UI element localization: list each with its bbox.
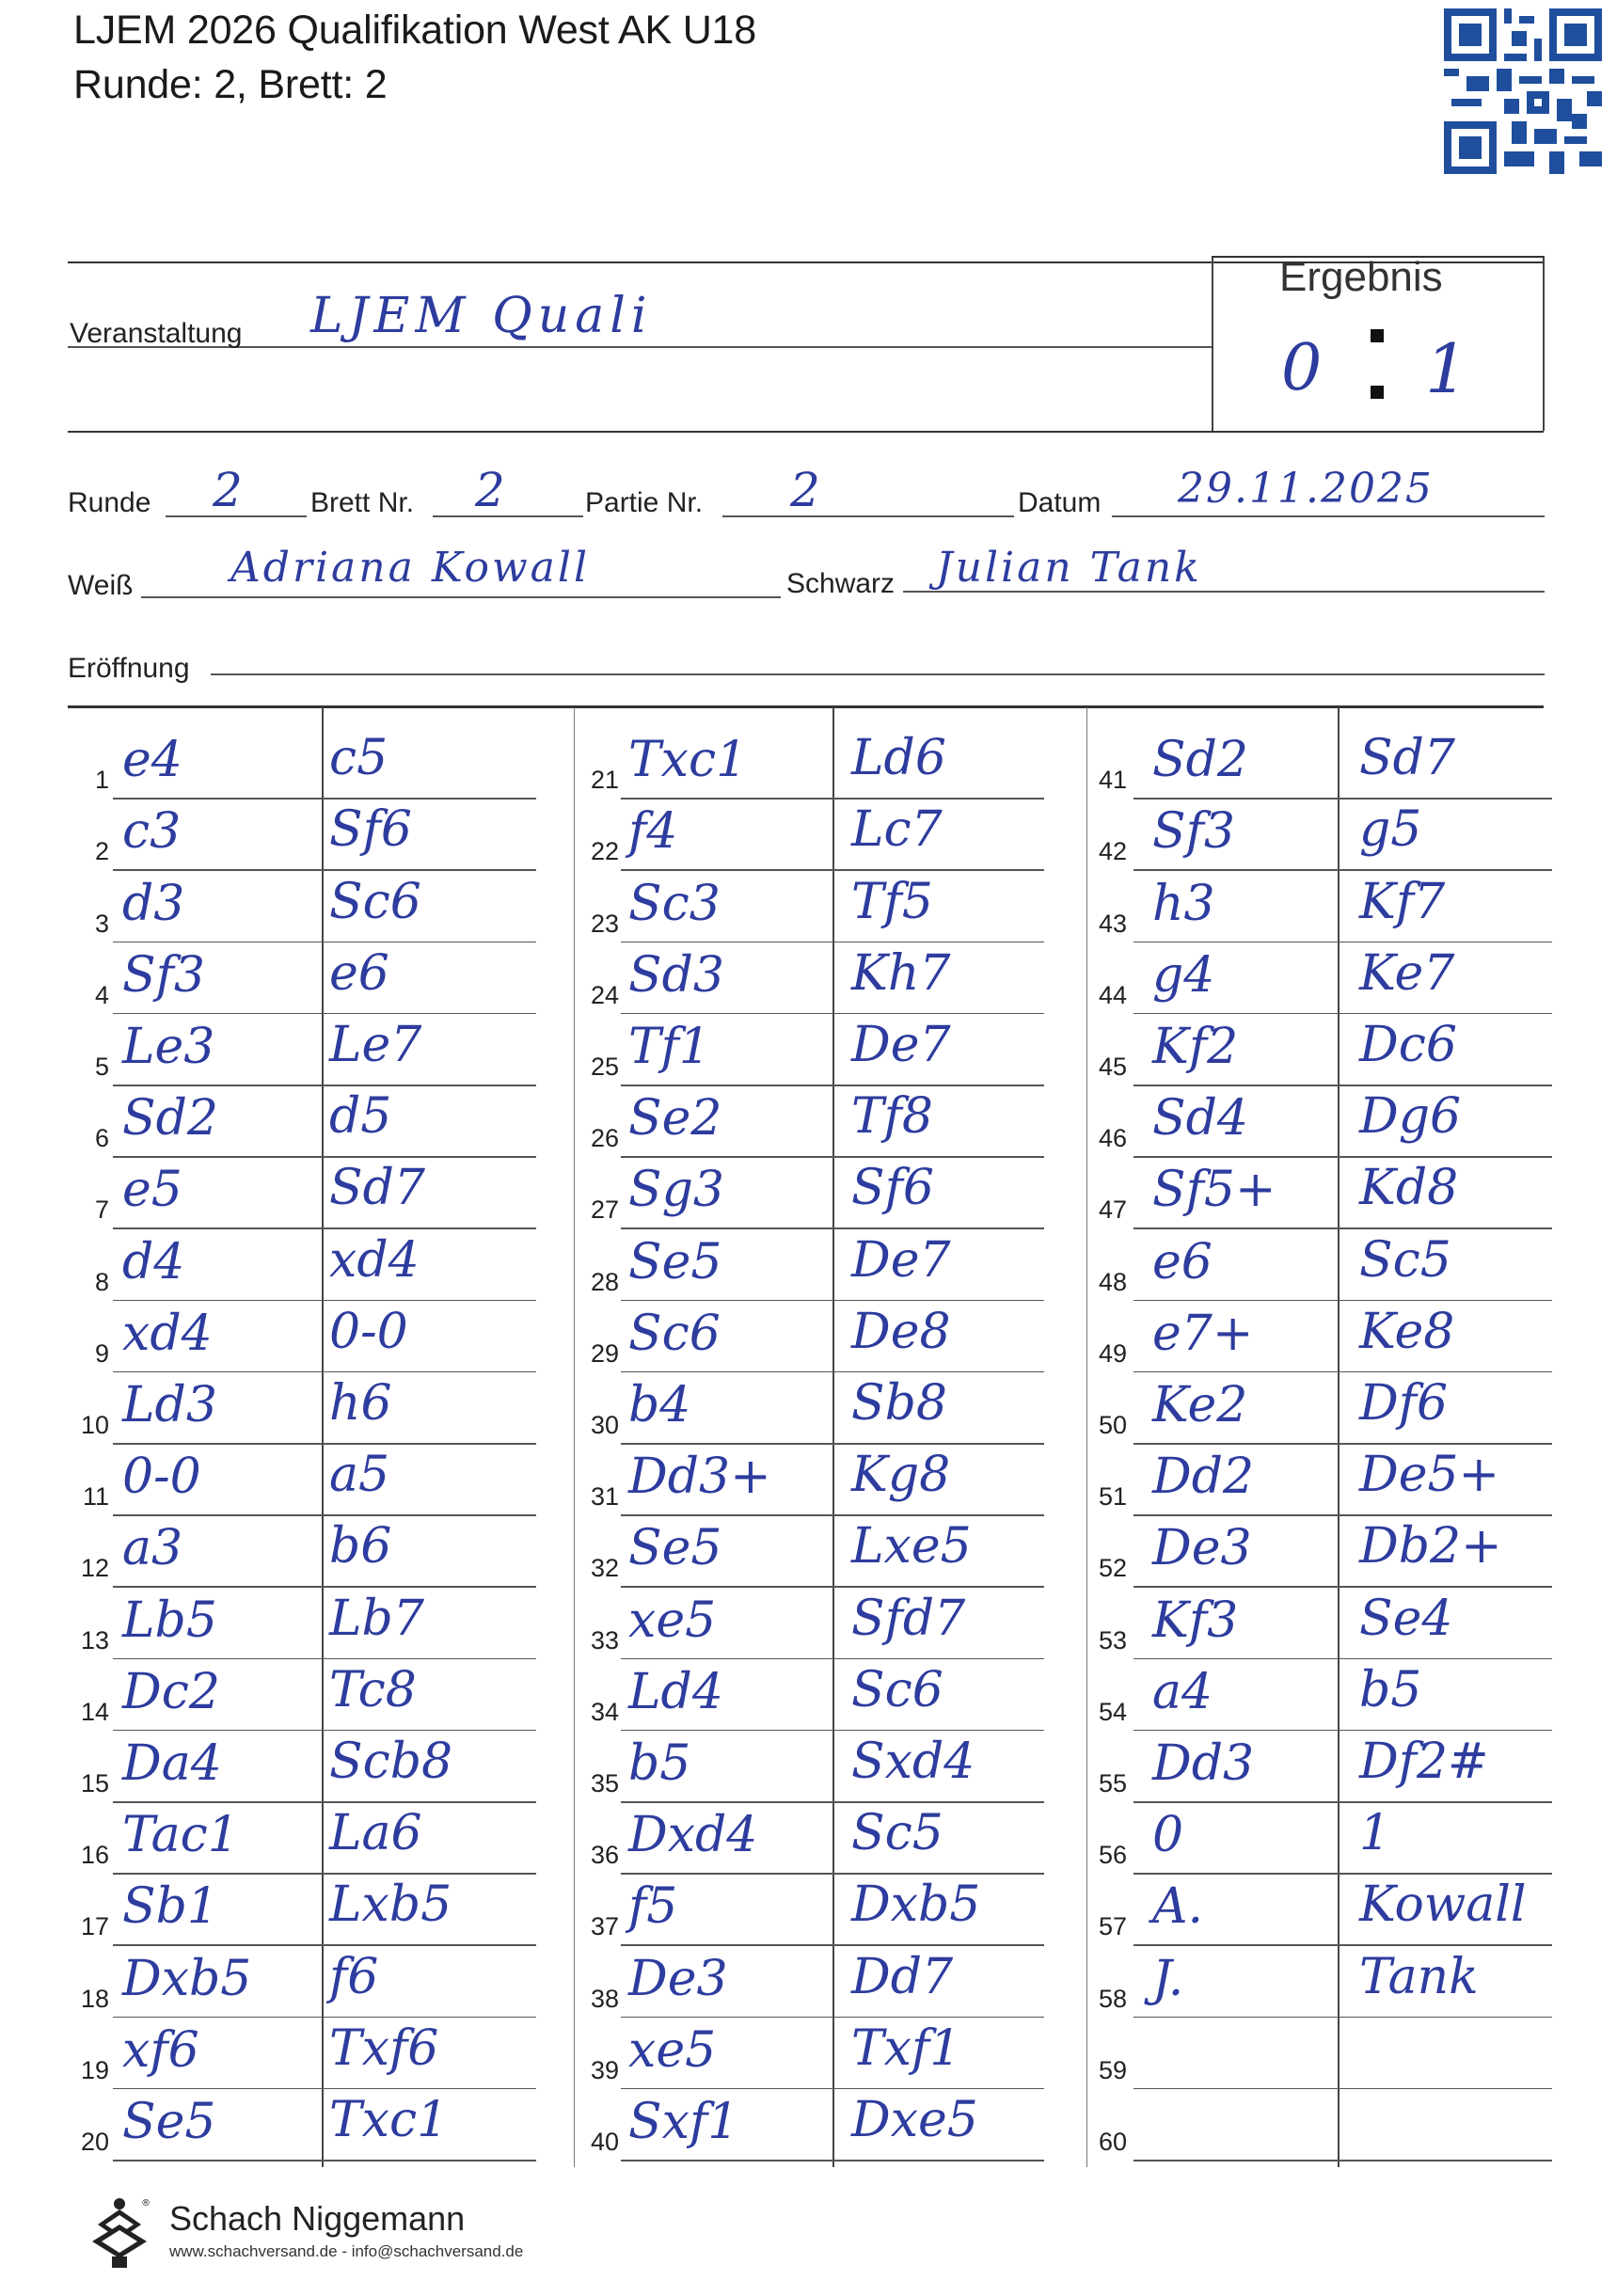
white-move: 0-0 xyxy=(122,1449,201,1506)
chessboard-logo-icon xyxy=(87,2196,152,2272)
move-number: 13 xyxy=(80,1625,109,1655)
move-row-line xyxy=(113,1085,536,1086)
move-number: 47 xyxy=(1098,1196,1127,1225)
date-label: Datum xyxy=(1018,487,1102,518)
move-number: 4 xyxy=(94,980,109,1009)
move-number: 26 xyxy=(590,1124,619,1153)
black-move: e6 xyxy=(329,944,389,1002)
move-number: 46 xyxy=(1098,1124,1127,1153)
black-move: De5+ xyxy=(1359,1447,1500,1504)
move-number: 24 xyxy=(590,980,619,1009)
move-row-line xyxy=(621,1300,1044,1302)
white-move: De3 xyxy=(1152,1520,1252,1577)
move-row-line xyxy=(621,869,1044,871)
move-number: 18 xyxy=(80,1984,109,2013)
move-number: 23 xyxy=(590,909,619,938)
black-move: Kh7 xyxy=(851,944,951,1002)
move-row-line xyxy=(113,2017,536,2019)
white-move: Sxf1 xyxy=(628,2094,739,2150)
board-label: Brett Nr. xyxy=(310,487,415,518)
move-number: 59 xyxy=(1098,2055,1127,2084)
move-number: 12 xyxy=(80,1554,109,1583)
result-black: 1 xyxy=(1425,329,1468,408)
move-number: 35 xyxy=(590,1769,619,1797)
move-number: 16 xyxy=(80,1841,109,1870)
black-move: Df2# xyxy=(1359,1734,1489,1790)
move-number: 10 xyxy=(80,1411,109,1439)
move-row-line xyxy=(1133,798,1552,800)
white-move: xf6 xyxy=(122,2021,199,2079)
white-move: d4 xyxy=(122,1233,185,1291)
move-row-line xyxy=(621,1658,1044,1660)
svg-text:®: ® xyxy=(141,2198,151,2209)
black-move: Kf7 xyxy=(1359,873,1446,930)
move-row-line xyxy=(1133,1156,1552,1158)
white-move: Sd4 xyxy=(1152,1090,1248,1148)
move-row-line xyxy=(113,1371,536,1373)
white-move: a4 xyxy=(1152,1663,1213,1720)
move-number: 21 xyxy=(590,766,619,795)
move-row-line xyxy=(113,1443,536,1445)
white-move: 0 xyxy=(1152,1807,1184,1864)
black-move: Sc6 xyxy=(329,873,421,930)
move-row-line xyxy=(1133,1801,1552,1803)
black-move: Ke8 xyxy=(1359,1303,1455,1360)
black-move: h6 xyxy=(329,1375,392,1432)
white-move: Txc1 xyxy=(628,732,748,789)
white-move: xd4 xyxy=(122,1305,213,1362)
move-row-line xyxy=(113,1801,536,1803)
move-number: 25 xyxy=(590,1053,619,1081)
result-label: Ergebnis xyxy=(1279,254,1443,300)
move-row-line xyxy=(1133,2088,1552,2090)
black-move: Le7 xyxy=(329,1017,422,1073)
white-move: Se5 xyxy=(122,2094,216,2150)
move-number: 56 xyxy=(1098,1841,1127,1870)
black-move: 0-0 xyxy=(329,1303,408,1360)
black-move: Sd7 xyxy=(329,1160,425,1217)
move-number: 8 xyxy=(94,1267,109,1296)
white-move: Dc2 xyxy=(122,1663,220,1720)
move-row-line xyxy=(1133,1730,1552,1732)
black-move: Tf5 xyxy=(851,873,934,930)
black-move: Sc5 xyxy=(1359,1231,1451,1289)
black-move: f6 xyxy=(329,1948,379,2005)
event-value: LJEM Quali xyxy=(310,288,653,344)
move-row-line xyxy=(1133,1514,1552,1516)
move-row-line xyxy=(621,2088,1044,2090)
black-move: b6 xyxy=(329,1518,392,1576)
white-move: Ld4 xyxy=(628,1663,723,1720)
brand-contact: www.schachversand.de - info@schachversand.de xyxy=(169,2242,524,2260)
black-move: Lxe5 xyxy=(851,1518,972,1576)
move-number: 57 xyxy=(1098,1912,1127,1941)
black-move: Scb8 xyxy=(329,1734,453,1790)
white-move: Sf5+ xyxy=(1152,1162,1276,1219)
white-move: Sc6 xyxy=(628,1305,721,1362)
move-number: 3 xyxy=(94,909,109,938)
white-move: Dd3+ xyxy=(628,1449,771,1506)
white-move: e5 xyxy=(122,1162,182,1219)
black-move: Lb7 xyxy=(329,1590,424,1647)
black-move: Dxb5 xyxy=(851,1876,981,1934)
white-move: Dd2 xyxy=(1152,1449,1255,1506)
move-number: 14 xyxy=(80,1697,109,1726)
black-move: Sxd4 xyxy=(851,1734,975,1790)
white-move: Kf2 xyxy=(1152,1019,1239,1075)
white-move: b5 xyxy=(628,1735,691,1792)
move-row-line xyxy=(1133,1443,1552,1445)
move-row-line xyxy=(113,2088,536,2090)
black-move: c5 xyxy=(329,730,388,787)
white-move: d3 xyxy=(122,875,185,932)
move-row-line xyxy=(1133,1586,1552,1588)
black-move: Txf6 xyxy=(329,2019,439,2077)
move-number: 41 xyxy=(1098,766,1127,795)
move-number: 1 xyxy=(94,766,109,795)
white-move: h3 xyxy=(1152,875,1215,932)
result-colon-bottom xyxy=(1371,386,1384,399)
move-number: 53 xyxy=(1098,1625,1127,1655)
move-row-line xyxy=(113,1944,536,1946)
sheet-title: LJEM 2026 Qualifikation West AK U18 xyxy=(73,8,756,53)
move-row-line xyxy=(621,1730,1044,1732)
move-number: 27 xyxy=(590,1196,619,1225)
move-row-line xyxy=(621,1443,1044,1445)
move-number: 15 xyxy=(80,1769,109,1797)
black-move: Sf6 xyxy=(329,801,412,859)
move-number: 33 xyxy=(590,1625,619,1655)
white-move: Ld3 xyxy=(122,1377,217,1433)
black-move: Tank xyxy=(1359,1948,1479,2005)
white-move: Sd2 xyxy=(1152,732,1248,789)
white-move: Le3 xyxy=(122,1019,215,1075)
white-move: e7+ xyxy=(1152,1305,1254,1362)
result-colon-top xyxy=(1371,329,1384,342)
move-number: 7 xyxy=(94,1196,109,1225)
move-number: 34 xyxy=(590,1697,619,1726)
black-move: Sfd7 xyxy=(851,1590,966,1647)
move-number: 52 xyxy=(1098,1554,1127,1583)
date-value: 29.11.2025 xyxy=(1178,465,1434,513)
move-number: 38 xyxy=(590,1984,619,2013)
round-label: Runde xyxy=(68,487,151,518)
move-row-line xyxy=(113,1156,536,1158)
black-move: Ld6 xyxy=(851,730,946,787)
move-row-line xyxy=(1133,1227,1552,1229)
move-number: 2 xyxy=(94,837,109,866)
black-move: Db2+ xyxy=(1359,1518,1502,1576)
black-move: Tc8 xyxy=(329,1661,417,1718)
qr-code-icon xyxy=(1444,8,1602,175)
move-row-line xyxy=(113,1586,536,1588)
white-move: c3 xyxy=(122,803,182,861)
move-row-line xyxy=(621,1873,1044,1875)
white-move: Lb5 xyxy=(122,1591,217,1649)
black-move: La6 xyxy=(329,1805,422,1862)
column-separator xyxy=(832,707,834,2167)
move-row-line xyxy=(113,1227,536,1229)
move-number: 37 xyxy=(590,1912,619,1941)
move-row-line xyxy=(1133,2017,1552,2019)
opening-label: Eröffnung xyxy=(68,653,190,684)
move-row-line xyxy=(113,2160,536,2161)
black-move: De7 xyxy=(851,1017,951,1073)
event-label: Veranstaltung xyxy=(70,318,243,349)
move-row-line xyxy=(113,942,536,943)
move-number: 58 xyxy=(1098,1984,1127,2013)
white-value: Adriana Kowall xyxy=(230,544,591,592)
black-move: g5 xyxy=(1359,801,1422,859)
move-row-line xyxy=(621,2160,1044,2161)
black-move: Lxb5 xyxy=(329,1876,452,1934)
move-number: 28 xyxy=(590,1267,619,1296)
white-move: Sd3 xyxy=(628,946,724,1004)
black-move: Sf6 xyxy=(851,1160,934,1217)
brand-name: Schach Niggemann xyxy=(169,2199,466,2238)
white-move: J. xyxy=(1152,1950,1184,2007)
move-row-line xyxy=(1133,1873,1552,1875)
move-row-line xyxy=(621,1586,1044,1588)
white-move: Se5 xyxy=(628,1233,722,1291)
white-move: Tac1 xyxy=(122,1807,239,1864)
white-move: xe5 xyxy=(628,1591,717,1649)
move-number: 17 xyxy=(80,1912,109,1941)
move-row-line xyxy=(621,1944,1044,1946)
move-row-line xyxy=(621,1801,1044,1803)
game-label: Partie Nr. xyxy=(585,487,704,518)
move-row-line xyxy=(1133,1371,1552,1373)
move-row-line xyxy=(1133,1085,1552,1086)
black-move: Se4 xyxy=(1359,1590,1453,1647)
move-row-line xyxy=(1133,1300,1552,1302)
block-separator xyxy=(574,707,575,2167)
white-move: b4 xyxy=(628,1377,691,1433)
move-row-line xyxy=(113,1658,536,1660)
move-number: 55 xyxy=(1098,1769,1127,1797)
white-move: e6 xyxy=(1152,1233,1213,1291)
column-separator xyxy=(1338,707,1340,2167)
white-move: Kf3 xyxy=(1152,1591,1239,1649)
move-number: 42 xyxy=(1098,837,1127,866)
move-number: 5 xyxy=(94,1053,109,1081)
black-move: Sc6 xyxy=(851,1661,943,1718)
black-move: Kowall xyxy=(1359,1876,1527,1934)
black-move: Sb8 xyxy=(851,1375,947,1432)
white-move: Sd2 xyxy=(122,1090,218,1148)
white-move: f5 xyxy=(628,1878,678,1936)
white-move: Da4 xyxy=(122,1735,222,1792)
move-row-line xyxy=(621,1514,1044,1516)
white-move: Se2 xyxy=(628,1090,722,1148)
black-move: Dg6 xyxy=(1359,1088,1462,1146)
move-row-line xyxy=(621,2017,1044,2019)
black-label: Schwarz xyxy=(786,568,896,599)
black-move: De8 xyxy=(851,1303,951,1360)
move-row-line xyxy=(1133,1013,1552,1015)
move-number: 40 xyxy=(590,2128,619,2156)
move-row-line xyxy=(113,1873,536,1875)
game-value: 2 xyxy=(790,463,820,517)
black-move: Df6 xyxy=(1359,1375,1449,1432)
move-number: 51 xyxy=(1098,1482,1127,1512)
white-move: Sg3 xyxy=(628,1162,724,1219)
white-move: Ke2 xyxy=(1152,1377,1248,1433)
move-number: 32 xyxy=(590,1554,619,1583)
black-move: Sc5 xyxy=(851,1805,943,1862)
move-row-line xyxy=(621,798,1044,800)
white-move: f4 xyxy=(628,803,678,861)
result-white: 0 xyxy=(1281,331,1323,405)
round-value: 2 xyxy=(213,463,243,517)
move-number: 6 xyxy=(94,1124,109,1153)
move-row-line xyxy=(113,1013,536,1015)
move-number: 9 xyxy=(94,1338,109,1368)
black-move: De7 xyxy=(851,1231,951,1289)
white-move: g4 xyxy=(1152,946,1215,1004)
white-move: Sc3 xyxy=(628,875,721,932)
column-separator xyxy=(322,707,324,2167)
move-row-line xyxy=(1133,1658,1552,1660)
move-number: 36 xyxy=(590,1841,619,1870)
move-number: 22 xyxy=(590,837,619,866)
black-value: Julian Tank xyxy=(936,544,1202,592)
move-number: 31 xyxy=(590,1482,619,1512)
black-move: Sd7 xyxy=(1359,730,1455,787)
black-move: Kg8 xyxy=(851,1447,951,1504)
move-number: 43 xyxy=(1098,909,1127,938)
black-move: Tf8 xyxy=(851,1088,934,1146)
move-row-line xyxy=(113,1300,536,1302)
black-move: b5 xyxy=(1359,1661,1422,1718)
white-move: Dxd4 xyxy=(628,1807,758,1864)
white-move: Se5 xyxy=(628,1520,722,1577)
move-number: 60 xyxy=(1098,2128,1127,2156)
black-move: d5 xyxy=(329,1088,392,1146)
move-number: 11 xyxy=(82,1482,109,1512)
white-label: Weiß xyxy=(68,570,134,601)
black-move: Dxe5 xyxy=(851,2092,978,2148)
move-number: 29 xyxy=(590,1338,619,1368)
move-number: 49 xyxy=(1098,1338,1127,1368)
move-number: 20 xyxy=(80,2128,109,2156)
move-number: 54 xyxy=(1098,1697,1127,1726)
move-number: 39 xyxy=(590,2055,619,2084)
black-move: Txf1 xyxy=(851,2019,961,2077)
white-move: Sf3 xyxy=(122,946,205,1004)
black-move: Lc7 xyxy=(851,801,943,859)
black-move: Dd7 xyxy=(851,1948,954,2005)
move-row-line xyxy=(621,1227,1044,1229)
white-move: e4 xyxy=(122,732,182,789)
move-row-line xyxy=(621,1371,1044,1373)
white-move: A. xyxy=(1152,1878,1204,1936)
move-row-line xyxy=(1133,942,1552,943)
black-move: Txc1 xyxy=(329,2092,449,2148)
move-row-line xyxy=(113,869,536,871)
black-move: Kd8 xyxy=(1359,1160,1459,1217)
white-move: Dxb5 xyxy=(122,1950,252,2007)
move-number: 44 xyxy=(1098,980,1127,1009)
move-row-line xyxy=(113,798,536,800)
move-row-line xyxy=(1133,869,1552,871)
move-row-line xyxy=(621,1085,1044,1086)
move-number: 50 xyxy=(1098,1411,1127,1439)
move-row-line xyxy=(621,1013,1044,1015)
black-move: Ke7 xyxy=(1359,944,1455,1002)
move-row-line xyxy=(621,942,1044,943)
white-move: De3 xyxy=(628,1950,728,2007)
move-number: 19 xyxy=(80,2055,109,2084)
white-move: xe5 xyxy=(628,2021,717,2079)
board-value: 2 xyxy=(475,463,505,517)
white-move: a3 xyxy=(122,1520,183,1577)
sheet-subtitle: Runde: 2, Brett: 2 xyxy=(73,62,388,107)
white-move: Sb1 xyxy=(122,1878,218,1936)
move-number: 30 xyxy=(590,1411,619,1439)
black-move: a5 xyxy=(329,1447,390,1504)
move-row-line xyxy=(1133,1944,1552,1946)
white-move: Tf1 xyxy=(628,1019,711,1075)
black-move: xd4 xyxy=(329,1231,420,1289)
white-move: Sf3 xyxy=(1152,803,1235,861)
move-row-line xyxy=(113,1730,536,1732)
black-move: 1 xyxy=(1359,1805,1391,1862)
move-number: 45 xyxy=(1098,1053,1127,1081)
move-number: 48 xyxy=(1098,1267,1127,1296)
move-row-line xyxy=(1133,2160,1552,2161)
white-move: Dd3 xyxy=(1152,1735,1255,1792)
move-row-line xyxy=(621,1156,1044,1158)
move-row-line xyxy=(113,1514,536,1516)
black-move: Dc6 xyxy=(1359,1017,1457,1073)
